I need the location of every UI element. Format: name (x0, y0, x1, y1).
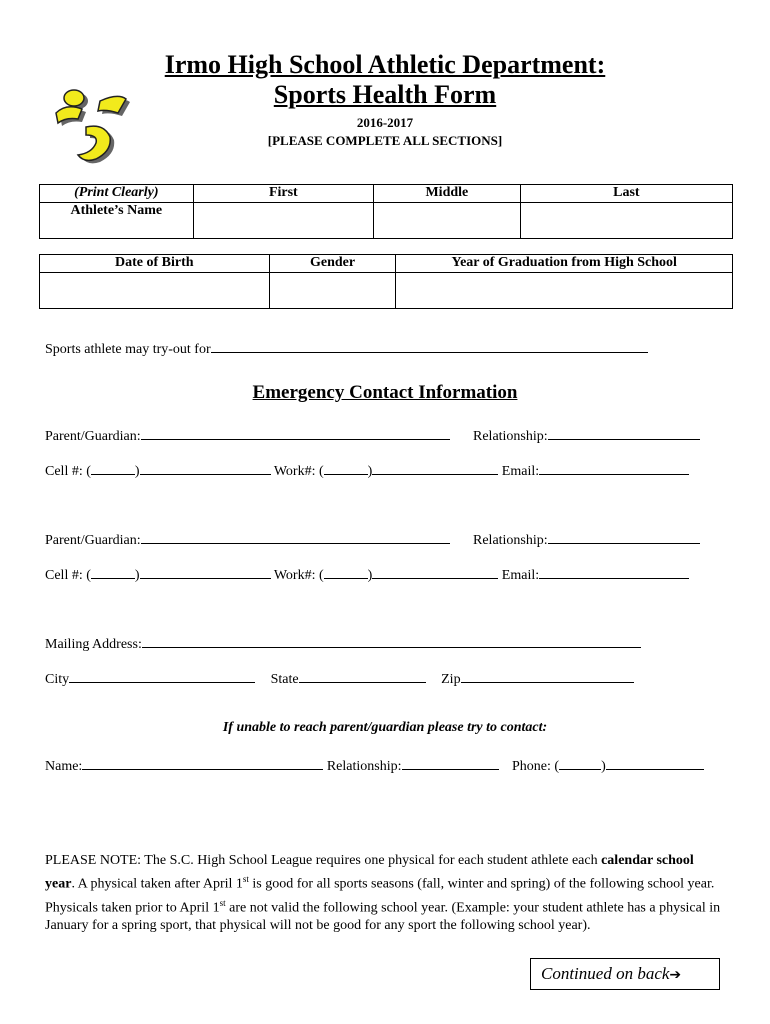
note-bold-calendar-year: calendar school year (45, 853, 694, 892)
parent-guardian-field-2[interactable] (141, 529, 450, 544)
city-field[interactable] (69, 668, 255, 683)
relationship-field-1[interactable] (548, 425, 700, 440)
alt-relationship-field[interactable] (402, 755, 499, 770)
relationship-line-2 (473, 529, 700, 549)
note-text-4: are not valid the following school year. (Example: your student athlete has a physical in January for a spring sport, that physical will not be good for any sport the following school year). (45, 900, 721, 934)
note-superscript-2: st (219, 897, 226, 908)
athlete-name-label: Athlete’s Name (40, 203, 194, 239)
cell-area-code-field-1[interactable] (91, 460, 135, 475)
dob-field[interactable] (40, 273, 270, 309)
middle-name-header: Middle (374, 185, 521, 203)
email-label: Email: (501, 568, 540, 583)
relationship-field-2[interactable] (548, 529, 700, 544)
alt-relationship-label: Relationship: (326, 759, 402, 774)
athlete-info-table (39, 254, 733, 309)
alt-name-label: Name: (45, 759, 83, 774)
note-text-2: . A physical taken after April 1 (71, 876, 243, 892)
work-label: Work#: ( (273, 568, 324, 583)
parent-guardian-field-1[interactable] (141, 425, 450, 440)
mailing-address-field[interactable] (142, 633, 641, 648)
alt-phone-area-field[interactable] (559, 755, 601, 770)
emergency-heading: Emergency Contact Information (252, 382, 518, 403)
work-paren-close: ) (367, 464, 373, 479)
form-subtitle: Sports Health Form (273, 80, 497, 109)
work-paren-close: ) (367, 568, 373, 583)
state-field[interactable] (299, 668, 426, 683)
relationship-line-1 (473, 425, 700, 445)
form-title: Irmo High School Athletic Department: (164, 50, 606, 79)
phone-line-2 (45, 564, 689, 584)
email-label: Email: (501, 464, 540, 479)
relationship-label: Relationship: (473, 533, 548, 548)
mailing-address-label: Mailing Address: (45, 637, 142, 652)
alt-phone-label: Phone: ( (512, 759, 560, 774)
sports-tryout-label: Sports athlete may try-out for (45, 342, 211, 357)
last-name-header: Last (520, 185, 732, 203)
cell-paren-close: ) (134, 568, 140, 583)
school-year: 2016-2017 (356, 115, 414, 130)
instruction-text: [PLEASE COMPLETE ALL SECTIONS] (267, 133, 503, 148)
parent-guardian-line-1 (45, 425, 450, 445)
email-field-2[interactable] (539, 564, 689, 579)
last-name-field[interactable] (520, 203, 732, 239)
parent-guardian-label: Parent/Guardian: (45, 533, 141, 548)
work-label: Work#: ( (273, 464, 324, 479)
print-clearly-label: (Print Clearly) (40, 185, 194, 203)
athlete-name-table (39, 184, 733, 239)
work-area-code-field-1[interactable] (324, 460, 368, 475)
parent-guardian-label: Parent/Guardian: (45, 429, 141, 444)
work-area-code-field-2[interactable] (324, 564, 368, 579)
physical-note-paragraph (45, 852, 725, 935)
zip-label: Zip (441, 672, 461, 687)
alternate-contact-line (45, 755, 704, 775)
alternate-contact-note: If unable to reach parent/guardian please try to contact: (222, 720, 548, 735)
alt-phone-paren-close: ) (601, 759, 606, 774)
email-field-1[interactable] (539, 460, 689, 475)
parent-guardian-line-2 (45, 529, 450, 549)
cell-paren-close: ) (134, 464, 140, 479)
first-name-field[interactable] (193, 203, 373, 239)
state-label: State (270, 672, 299, 687)
note-superscript-1: st (242, 874, 249, 884)
note-text-1: PLEASE NOTE: The S.C. High School League requires one physical for each student athlete each (45, 853, 602, 868)
arrow-right-icon: ➔ (669, 967, 682, 983)
mailing-address-line (45, 633, 641, 653)
work-number-field-1[interactable] (372, 460, 498, 475)
city-label: City (45, 672, 70, 687)
sports-tryout-field[interactable] (211, 338, 648, 353)
middle-name-field[interactable] (374, 203, 521, 239)
relationship-label: Relationship: (473, 429, 548, 444)
cell-number-field-2[interactable] (140, 564, 271, 579)
work-number-field-2[interactable] (372, 564, 498, 579)
city-state-zip-line (45, 668, 634, 688)
first-name-header: First (193, 185, 373, 203)
continued-on-back-box (530, 958, 720, 990)
alt-phone-number-field[interactable] (606, 755, 704, 770)
cell-number-field-1[interactable] (140, 460, 271, 475)
zip-field[interactable] (461, 668, 634, 683)
cell-label: Cell #: ( (45, 568, 91, 583)
dob-header: Date of Birth (40, 255, 270, 273)
sports-tryout-line (45, 338, 648, 358)
gender-header: Gender (269, 255, 396, 273)
grad-year-field[interactable] (396, 273, 733, 309)
cell-area-code-field-2[interactable] (91, 564, 135, 579)
grad-year-header: Year of Graduation from High School (396, 255, 733, 273)
alt-name-field[interactable] (82, 755, 323, 770)
continued-text: Continued on back (541, 964, 670, 983)
gender-field[interactable] (269, 273, 396, 309)
cell-label: Cell #: ( (45, 464, 91, 479)
note-text-3: is good for all sports seasons (fall, winter and spring) of the following school year. Physicals taken prior to April 1 (45, 876, 715, 916)
phone-line-1 (45, 460, 689, 480)
